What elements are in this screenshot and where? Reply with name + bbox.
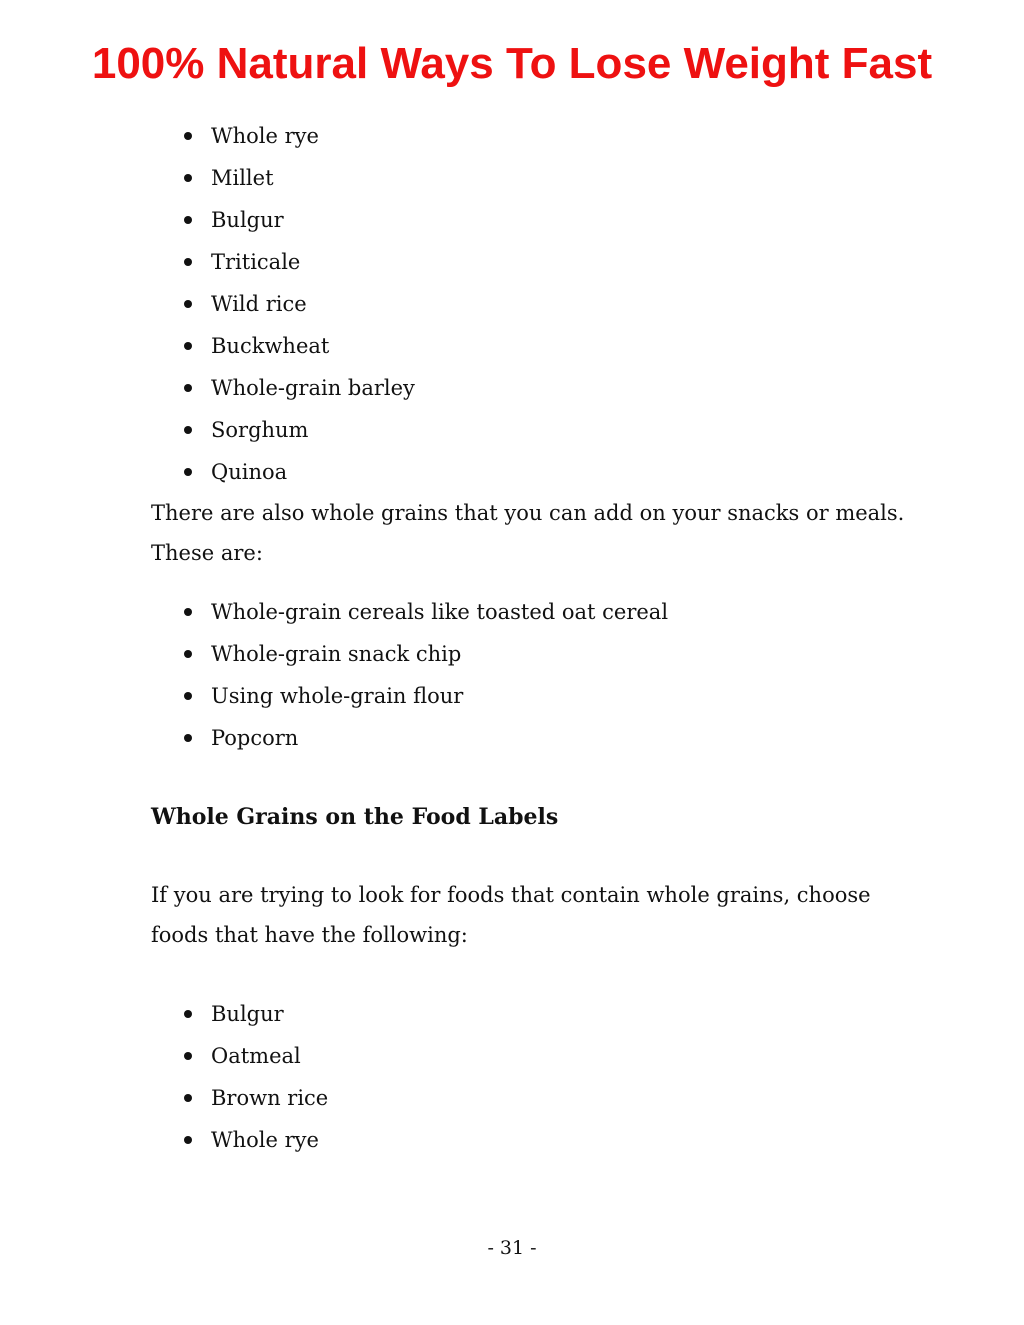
list-item [151,675,911,717]
list-item [151,283,911,325]
page-number: - 31 - [487,1237,537,1259]
list-item [151,325,911,367]
list-item-label: Quinoa [211,460,288,484]
bullet-icon [184,426,192,434]
bullet-icon [184,300,192,308]
list-item-label: Sorghum [211,418,309,442]
list-item-label: Brown rice [211,1086,329,1110]
list-item-label: Bulgur [211,1002,284,1026]
grain-list [151,115,911,493]
bullet-icon [184,132,192,140]
list-item-label: Triticale [211,250,301,274]
label-food-list [151,993,911,1161]
bullet-icon [184,734,192,742]
list-item-label: Wild rice [211,292,307,316]
list-item [151,993,911,1035]
snacks-paragraph-line: There are also whole grains that you can add on your snacks or meals. [151,501,905,525]
page-content [151,115,911,1161]
bullet-icon [184,1136,192,1144]
bullet-icon [184,1010,192,1018]
snack-list [151,591,911,759]
list-item [151,451,911,493]
bullet-icon [184,608,192,616]
list-item [151,157,911,199]
list-item-label: Bulgur [211,208,284,232]
labels-paragraph [151,875,911,955]
snacks-paragraph-line: These are: [151,541,263,565]
labels-paragraph-line: foods that have the following: [151,923,468,947]
bullet-icon [184,1094,192,1102]
bullet-icon [184,692,192,700]
list-item-label: Whole-grain snack chip [211,642,462,666]
bullet-icon [184,258,192,266]
list-item [151,115,911,157]
bullet-icon [184,1052,192,1060]
list-item [151,633,911,675]
list-item [151,591,911,633]
list-item [151,1035,911,1077]
bullet-icon [184,650,192,658]
section-heading: Whole Grains on the Food Labels [151,804,559,830]
snacks-paragraph [151,493,911,573]
labels-paragraph-line: If you are trying to look for foods that contain whole grains, choose [151,883,871,907]
bullet-icon [184,174,192,182]
list-item [151,409,911,451]
bullet-icon [184,342,192,350]
list-item-label: Buckwheat [211,334,330,358]
list-item [151,199,911,241]
list-item-label: Whole-grain cereals like toasted oat cereal [211,600,669,624]
bullet-icon [184,468,192,476]
list-item [151,241,911,283]
list-item [151,1077,911,1119]
bullet-icon [184,384,192,392]
list-item-label: Popcorn [211,726,299,750]
list-item-label: Millet [211,166,274,190]
list-item-label: Whole rye [211,1128,319,1152]
list-item [151,367,911,409]
list-item-label: Whole rye [211,124,319,148]
list-item [151,1119,911,1161]
list-item [151,717,911,759]
bullet-icon [184,216,192,224]
list-item-label: Using whole-grain flour [211,684,464,708]
page-title: 100% Natural Ways To Lose Weight Fast [91,39,933,88]
list-item-label: Oatmeal [211,1044,301,1068]
list-item-label: Whole-grain barley [211,376,415,400]
